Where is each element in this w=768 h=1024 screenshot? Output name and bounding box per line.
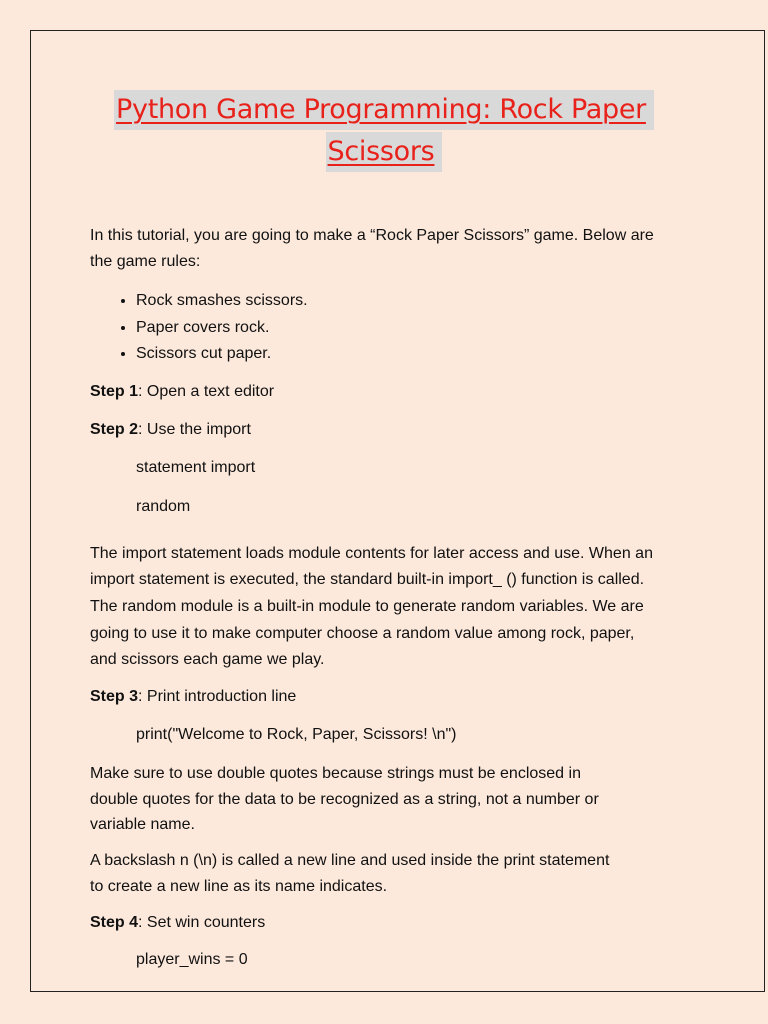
- title-line-1: Python Game Programming: Rock Paper: [114, 90, 654, 130]
- quotes-para-line-1: Make sure to use double quotes because strings must be enclosed in: [90, 765, 581, 782]
- step-3-code: print("Welcome to Rock, Paper, Scissors! \n"): [136, 726, 457, 743]
- step-2: [90, 417, 710, 443]
- step-2-code-line-2: random: [136, 498, 191, 515]
- step-3-label: Step 3: [90, 688, 139, 705]
- import-para-line-1: The import statement loads module contents for later access and use. When an: [90, 545, 653, 562]
- step-3: [90, 684, 710, 710]
- step-1-label: Step 1: [90, 383, 139, 400]
- intro-line-1: In this tutorial, you are going to make a “Rock Paper Scissors” game. Below are: [90, 227, 654, 244]
- quotes-para-line-3: variable name.: [90, 816, 195, 833]
- step-1-text: : Open a text editor: [138, 383, 275, 400]
- step-4-code: player_wins = 0: [136, 951, 248, 968]
- page-title: [0, 90, 768, 172]
- step-4-text: : Set win counters: [138, 914, 266, 931]
- import-para-line-2: import statement is executed, the standard built-in import_ () function is called.: [90, 571, 645, 588]
- backslash-para-line-2: to create a new line as its name indicates.: [90, 878, 388, 895]
- list-item: • Scissors cut paper.: [136, 341, 308, 368]
- quotes-para-line-2: double quotes for the data to be recognized as a string, not a number or: [90, 791, 599, 808]
- import-para-line-5: and scissors each game we play.: [90, 651, 325, 668]
- step-1: [90, 379, 710, 405]
- import-para-line-3: The random module is a built-in module to generate random variables. We are: [90, 598, 644, 615]
- backslash-para-line-1: A backslash n (\n) is called a new line and used inside the print statement: [90, 852, 610, 869]
- step-4-label: Step 4: [90, 914, 139, 931]
- title-line-2: Scissors: [326, 132, 443, 172]
- step-2-code-line-1: statement import: [136, 459, 256, 476]
- list-item: • Paper covers rock.: [136, 315, 308, 342]
- intro-line-2: the game rules:: [90, 253, 201, 270]
- step-2-text: : Use the import: [138, 421, 251, 438]
- rules-list: [110, 288, 308, 368]
- step-3-text: : Print introduction line: [138, 688, 297, 705]
- step-4: [90, 910, 710, 936]
- import-para-line-4: going to use it to make computer choose a random value among rock, paper,: [90, 625, 635, 642]
- step-2-label: Step 2: [90, 421, 139, 438]
- list-item: • Rock smashes scissors.: [136, 288, 308, 315]
